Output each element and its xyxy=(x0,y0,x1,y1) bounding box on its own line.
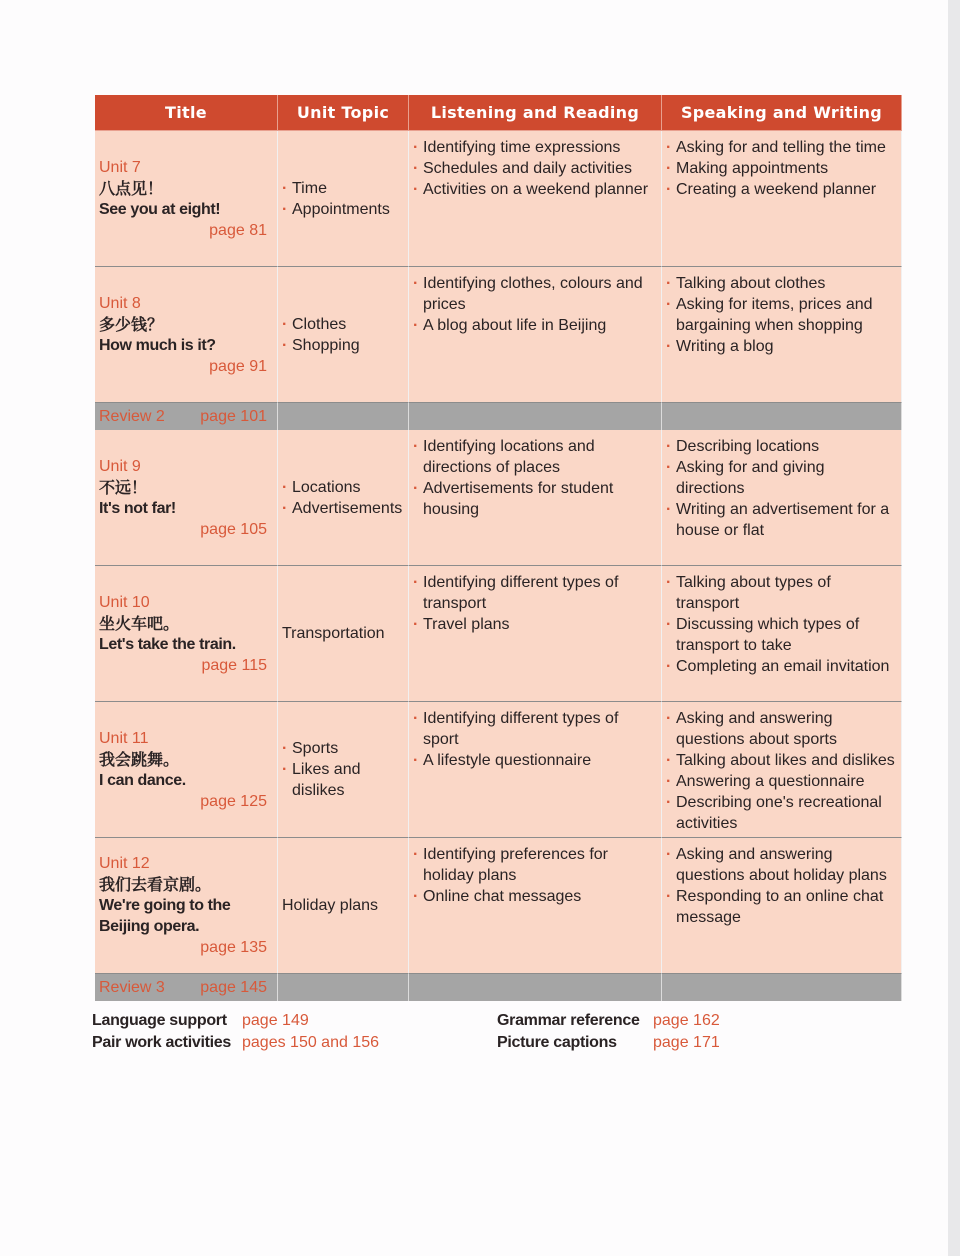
speaking-item: · Asking for items, prices and bargaining when shopping xyxy=(666,294,897,336)
footer-page: pages 150 and 156 xyxy=(242,1034,380,1051)
footer-label: Grammar reference xyxy=(497,1012,640,1029)
speaking-item: · Completing an email invitation xyxy=(666,656,897,677)
listening-item: · A blog about life in Beijing xyxy=(413,315,657,336)
speaking-item: · Creating a weekend planner xyxy=(666,179,897,200)
topic-item: · Time xyxy=(282,178,404,199)
review-label: Review 3 xyxy=(99,978,165,996)
speaking-item: · Asking for and telling the time xyxy=(666,137,897,158)
column-header: Listening and Reading xyxy=(409,95,662,131)
listening-item: · Identifying time expressions xyxy=(413,137,657,158)
unit-english-title: How much is it? xyxy=(99,336,216,354)
topic-item: Transportation xyxy=(282,625,385,642)
unit-number: Unit 12 xyxy=(99,855,150,872)
unit-chinese-title: 不远！ xyxy=(99,477,148,497)
review-empty-cell xyxy=(662,403,902,430)
listening-cell xyxy=(409,702,662,838)
topic-item: · Sports xyxy=(282,738,404,759)
unit-title-cell xyxy=(95,702,278,838)
listening-list xyxy=(413,844,657,907)
listening-list xyxy=(413,137,657,200)
unit-english-title: It's not far! xyxy=(99,499,176,517)
column-header: Title xyxy=(95,95,278,131)
speaking-list xyxy=(666,273,897,357)
footer-page: page 171 xyxy=(653,1034,720,1051)
topic-list xyxy=(282,477,404,519)
unit-chinese-title: 多少钱？ xyxy=(99,314,164,334)
speaking-cell xyxy=(662,430,902,566)
review-label: Review 2 xyxy=(99,407,165,425)
unit-english-title: See you at eight! xyxy=(99,200,221,218)
footer-label: Pair work activities xyxy=(92,1034,231,1051)
footer-right xyxy=(497,1010,720,1054)
review-empty-cell xyxy=(278,974,409,1001)
unit-page: page 91 xyxy=(209,357,267,375)
unit-english-title: Let's take the train. xyxy=(99,635,236,653)
speaking-list xyxy=(666,436,897,541)
review-empty-cell xyxy=(409,403,662,430)
listening-item: · Travel plans xyxy=(413,614,657,635)
unit-topic-cell xyxy=(278,838,409,974)
listening-list xyxy=(413,708,657,771)
review-title-cell xyxy=(95,974,278,1001)
speaking-item: · Asking and answering questions about holiday plans xyxy=(666,844,897,886)
listening-item: · Identifying different types of sport xyxy=(413,708,657,750)
listening-cell xyxy=(409,566,662,702)
unit-page: page 125 xyxy=(200,792,267,810)
unit-title-cell xyxy=(95,838,278,974)
listening-item: · Identifying preferences for holiday plans xyxy=(413,844,657,886)
topic-list xyxy=(282,314,404,356)
listening-list xyxy=(413,436,657,520)
topic-item: · Likes and dislikes xyxy=(282,759,404,801)
unit-title-cell xyxy=(95,131,278,267)
review-page: page 145 xyxy=(200,978,267,996)
topic-list xyxy=(282,178,404,220)
speaking-item: · Answering a questionnaire xyxy=(666,771,897,792)
listening-cell xyxy=(409,131,662,267)
unit-chinese-title: 我们去看京剧。 xyxy=(99,875,212,894)
speaking-cell xyxy=(662,566,902,702)
unit-page: page 135 xyxy=(200,939,267,956)
speaking-item: · Writing a blog xyxy=(666,336,897,357)
unit-topic-cell xyxy=(278,430,409,566)
listening-list xyxy=(413,273,657,336)
unit-number: Unit 9 xyxy=(99,457,141,475)
speaking-item: · Making appointments xyxy=(666,158,897,179)
unit-topic-cell xyxy=(278,267,409,403)
listening-item: · Identifying clothes, colours and prices xyxy=(413,273,657,315)
unit-number: Unit 7 xyxy=(99,158,141,176)
speaking-cell xyxy=(662,838,902,974)
speaking-item: · Describing locations xyxy=(666,436,897,457)
listening-item: · Identifying different types of transport xyxy=(413,572,657,614)
listening-list xyxy=(413,572,657,635)
unit-title-cell xyxy=(95,430,278,566)
speaking-list xyxy=(666,708,897,834)
speaking-item: · Responding to an online chat message xyxy=(666,886,897,928)
speaking-cell xyxy=(662,702,902,838)
unit-chinese-title: 我会跳舞。 xyxy=(99,749,180,769)
unit-chinese-title: 坐火车吧。 xyxy=(99,613,180,633)
contents-table xyxy=(95,95,902,1001)
unit-title-cell xyxy=(95,267,278,403)
speaking-cell xyxy=(662,131,902,267)
review-title-cell xyxy=(95,403,278,430)
speaking-item: · Talking about clothes xyxy=(666,273,897,294)
listening-cell xyxy=(409,838,662,974)
listening-item: · Advertisements for student housing xyxy=(413,478,657,520)
speaking-item: · Talking about types of transport xyxy=(666,572,897,614)
unit-english-title: We're going to the Beijing opera. xyxy=(99,897,231,935)
speaking-item: · Writing an advertisement for a house or flat xyxy=(666,499,897,541)
unit-chinese-title: 八点见！ xyxy=(99,178,164,198)
unit-title-cell xyxy=(95,566,278,702)
review-page: page 101 xyxy=(200,407,267,425)
topic-item: · Clothes xyxy=(282,314,404,335)
review-empty-cell xyxy=(278,403,409,430)
column-header: Speaking and Writing xyxy=(662,95,902,131)
page-edge xyxy=(948,0,960,1256)
speaking-list xyxy=(666,844,897,928)
speaking-list xyxy=(666,137,897,200)
speaking-item: · Asking and answering questions about sports xyxy=(666,708,897,750)
unit-number: Unit 11 xyxy=(99,729,149,747)
review-empty-cell xyxy=(409,974,662,1001)
unit-page: page 115 xyxy=(201,656,267,674)
footer-page: page 149 xyxy=(242,1012,309,1029)
listening-item: · A lifestyle questionnaire xyxy=(413,750,657,771)
listening-item: · Schedules and daily activities xyxy=(413,158,657,179)
unit-number: Unit 10 xyxy=(99,593,150,611)
unit-page: page 105 xyxy=(200,520,267,538)
unit-page: page 81 xyxy=(209,221,267,239)
topic-item: · Advertisements xyxy=(282,498,404,519)
topic-list xyxy=(282,738,404,801)
unit-topic-cell xyxy=(278,702,409,838)
listening-cell xyxy=(409,267,662,403)
unit-topic-cell xyxy=(278,131,409,267)
topic-item: Holiday plans xyxy=(282,897,379,914)
topic-item: · Appointments xyxy=(282,199,404,220)
unit-english-title: I can dance. xyxy=(99,771,186,789)
listening-item: · Online chat messages xyxy=(413,886,657,907)
unit-number: Unit 8 xyxy=(99,294,141,312)
footer-page: page 162 xyxy=(653,1012,720,1029)
speaking-item: · Talking about likes and dislikes xyxy=(666,750,897,771)
footer-left xyxy=(92,1010,379,1054)
topic-item: · Locations xyxy=(282,477,404,498)
speaking-list xyxy=(666,572,897,677)
listening-item: · Activities on a weekend planner xyxy=(413,179,657,200)
footer-label: Picture captions xyxy=(497,1034,617,1051)
speaking-item: · Asking for and giving directions xyxy=(666,457,897,499)
review-empty-cell xyxy=(662,974,902,1001)
column-header: Unit Topic xyxy=(278,95,409,131)
unit-topic-cell xyxy=(278,566,409,702)
speaking-cell xyxy=(662,267,902,403)
speaking-item: · Discussing which types of transport to take xyxy=(666,614,897,656)
listening-cell xyxy=(409,430,662,566)
footer-label: Language support xyxy=(92,1012,227,1029)
speaking-item: · Describing one's recreational activities xyxy=(666,792,897,834)
listening-item: · Identifying locations and directions of places xyxy=(413,436,657,478)
topic-item: · Shopping xyxy=(282,335,404,356)
